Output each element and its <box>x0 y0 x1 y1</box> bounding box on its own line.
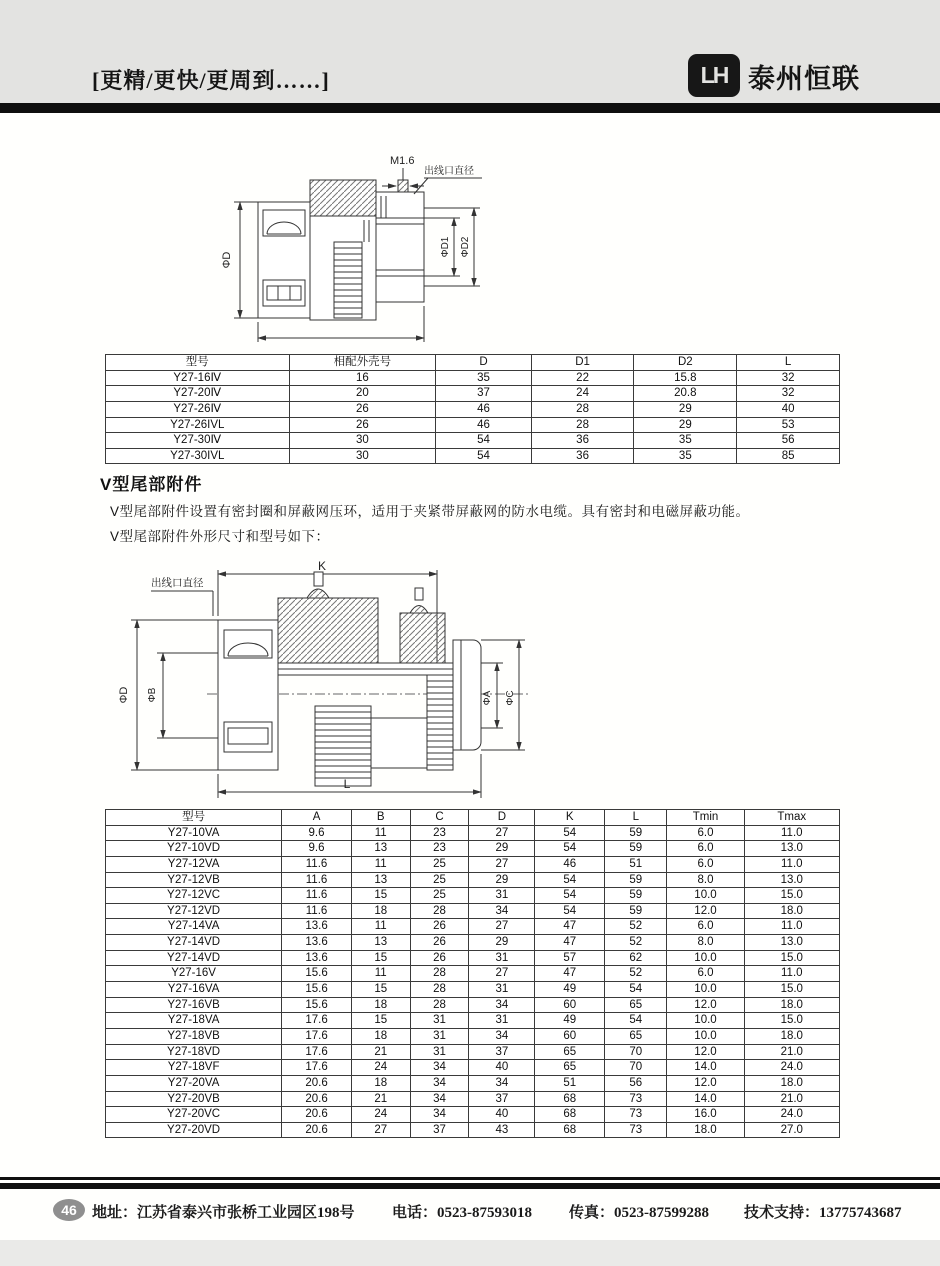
table-cell: 37 <box>469 1091 535 1107</box>
table-cell: 15.6 <box>282 966 352 982</box>
column-header: K <box>535 810 605 826</box>
table-cell: 52 <box>605 966 667 982</box>
table-cell: Y27-30IVL <box>106 448 290 464</box>
table-cell: 85 <box>737 448 840 464</box>
table-cell: 11.0 <box>744 966 839 982</box>
table-cell: 54 <box>436 433 531 449</box>
table-row <box>106 935 840 951</box>
table-cell: Y27-20VA <box>106 1075 282 1091</box>
table-cell: 34 <box>410 1075 469 1091</box>
table-cell: 24.0 <box>744 1060 839 1076</box>
table-cell: 30 <box>289 448 436 464</box>
table-row <box>106 1075 840 1091</box>
table-cell: Y27-12VA <box>106 856 282 872</box>
fig1-thread-label: M1.6 <box>390 155 415 167</box>
table-cell: 23 <box>410 825 469 841</box>
table-cell: 12.0 <box>667 1044 744 1060</box>
table-cell: 34 <box>469 997 535 1013</box>
page-header <box>0 0 940 103</box>
table2-header-row <box>106 810 840 826</box>
table-cell: 15 <box>351 1013 410 1029</box>
table-cell: 18.0 <box>744 1075 839 1091</box>
table-cell: 34 <box>410 1091 469 1107</box>
table-cell: Y27-10VA <box>106 825 282 841</box>
table-row <box>106 417 840 433</box>
table-cell: 54 <box>605 982 667 998</box>
table-cell: 31 <box>469 1013 535 1029</box>
table-cell: 57 <box>535 950 605 966</box>
table-cell: Y27-18VF <box>106 1060 282 1076</box>
column-header: D2 <box>634 355 737 371</box>
table-cell: 28 <box>410 903 469 919</box>
table-cell: 15.0 <box>744 950 839 966</box>
table-cell: 18 <box>351 1075 410 1091</box>
table-row <box>106 1060 840 1076</box>
table-cell: 11.6 <box>282 872 352 888</box>
table-cell: 31 <box>469 888 535 904</box>
table-cell: 31 <box>469 950 535 966</box>
table-cell: 20 <box>289 386 436 402</box>
table-cell: 9.6 <box>282 841 352 857</box>
table-cell: 6.0 <box>667 825 744 841</box>
table-cell: 51 <box>535 1075 605 1091</box>
table-cell: Y27-16Ⅳ <box>106 370 290 386</box>
fig2-a-label: ΦA <box>482 690 493 706</box>
table-cell: 12.0 <box>667 1075 744 1091</box>
table-cell: 35 <box>436 370 531 386</box>
section-title: V型尾部附件 <box>100 475 203 494</box>
table-cell: 6.0 <box>667 966 744 982</box>
table-cell: Y27-20VB <box>106 1091 282 1107</box>
table-cell: 54 <box>535 825 605 841</box>
table-cell: 11 <box>351 856 410 872</box>
table-cell: 11.6 <box>282 856 352 872</box>
table-cell: 10.0 <box>667 950 744 966</box>
table-cell: Y27-16VB <box>106 997 282 1013</box>
table-cell: 15.0 <box>744 1013 839 1029</box>
table-cell: 25 <box>410 856 469 872</box>
table-cell: 34 <box>469 1075 535 1091</box>
column-header: Tmin <box>667 810 744 826</box>
table-cell: 6.0 <box>667 856 744 872</box>
table-cell: 31 <box>410 1028 469 1044</box>
table-row <box>106 1122 840 1138</box>
table-cell: 47 <box>535 919 605 935</box>
logo-text: LH <box>700 62 728 88</box>
table-row <box>106 433 840 449</box>
table-cell: 52 <box>605 935 667 951</box>
table-cell: 65 <box>605 997 667 1013</box>
table-cell: 54 <box>605 1013 667 1029</box>
table-cell: 59 <box>605 872 667 888</box>
table-cell: 59 <box>605 888 667 904</box>
table-cell: 21 <box>351 1044 410 1060</box>
table-cell: Y27-12VD <box>106 903 282 919</box>
table-cell: 28 <box>410 982 469 998</box>
table-cell: Y27-16V <box>106 966 282 982</box>
table-row <box>106 825 840 841</box>
table-row <box>106 903 840 919</box>
table-cell: Y27-18VD <box>106 1044 282 1060</box>
table-cell: 11.6 <box>282 903 352 919</box>
table-cell: 13.0 <box>744 841 839 857</box>
table-cell: 47 <box>535 966 605 982</box>
table-cell: 32 <box>737 370 840 386</box>
table-cell: 70 <box>605 1044 667 1060</box>
table-row <box>106 997 840 1013</box>
table-cell: 22 <box>531 370 634 386</box>
table-cell: 40 <box>469 1107 535 1123</box>
table-cell: 18.0 <box>667 1122 744 1138</box>
table-cell: 29 <box>634 401 737 417</box>
header-divider-bar <box>0 103 940 113</box>
table-cell: 56 <box>605 1075 667 1091</box>
column-header: L <box>605 810 667 826</box>
table-cell: 60 <box>535 997 605 1013</box>
table-cell: 60 <box>535 1028 605 1044</box>
table-cell: 26 <box>289 417 436 433</box>
fig2-b-label: ΦB <box>147 687 158 703</box>
table-cell: 11.0 <box>744 856 839 872</box>
table-cell: 11.6 <box>282 888 352 904</box>
table-cell: 18 <box>351 997 410 1013</box>
table-cell: 18.0 <box>744 1028 839 1044</box>
table-cell: 46 <box>436 417 531 433</box>
table-cell: 49 <box>535 982 605 998</box>
table-cell: 40 <box>469 1060 535 1076</box>
table-cell: 73 <box>605 1122 667 1138</box>
fig2-l-label: L <box>343 777 351 791</box>
table-cell: 8.0 <box>667 872 744 888</box>
table-cell: 27 <box>469 856 535 872</box>
table-cell: 10.0 <box>667 1013 744 1029</box>
table-cell: 13.6 <box>282 935 352 951</box>
table-cell: 65 <box>605 1028 667 1044</box>
table-cell: 54 <box>535 903 605 919</box>
footer-divider-thin <box>0 1177 940 1180</box>
table-cell: 31 <box>469 982 535 998</box>
table-cell: 17.6 <box>282 1013 352 1029</box>
table-cell: 54 <box>535 841 605 857</box>
table-row <box>106 448 840 464</box>
table-cell: 15 <box>351 982 410 998</box>
table-cell: 28 <box>410 997 469 1013</box>
table-cell: 28 <box>531 417 634 433</box>
table-cell: 12.0 <box>667 997 744 1013</box>
table-row <box>106 1028 840 1044</box>
table-cell: 37 <box>469 1044 535 1060</box>
table-cell: 15 <box>351 950 410 966</box>
table-cell: 21 <box>351 1091 410 1107</box>
table-cell: 26 <box>289 401 436 417</box>
table-cell: 17.6 <box>282 1044 352 1060</box>
table-cell: 24 <box>351 1060 410 1076</box>
table-cell: Y27-12VB <box>106 872 282 888</box>
table-cell: 54 <box>535 872 605 888</box>
table-cell: Y27-14VD <box>106 950 282 966</box>
table-cell: 34 <box>410 1060 469 1076</box>
table-cell: 68 <box>535 1122 605 1138</box>
table-cell: 36 <box>531 433 634 449</box>
table-cell: Y27-20Ⅳ <box>106 386 290 402</box>
table-cell: 28 <box>531 401 634 417</box>
table-cell: 32 <box>737 386 840 402</box>
table-cell: 73 <box>605 1107 667 1123</box>
table-cell: Y27-26IVL <box>106 417 290 433</box>
page-footer <box>0 1198 940 1224</box>
footer-address: 地址：江苏省泰兴市张桥工业园区198号 <box>92 1205 355 1221</box>
column-header: C <box>410 810 469 826</box>
table-cell: 12.0 <box>667 903 744 919</box>
table-cell: 14.0 <box>667 1060 744 1076</box>
table-cell: 27 <box>469 919 535 935</box>
footer-divider-thick <box>0 1183 940 1189</box>
table-cell: 20.6 <box>282 1091 352 1107</box>
table-row <box>106 919 840 935</box>
table-cell: 56 <box>737 433 840 449</box>
column-header: D <box>469 810 535 826</box>
table-cell: 70 <box>605 1060 667 1076</box>
table1-header-row <box>106 355 840 371</box>
fig1-outlet-label: 出线口直径 <box>424 166 474 177</box>
column-header: 型号 <box>106 810 282 826</box>
table-cell: 14.0 <box>667 1091 744 1107</box>
table-cell: 16.0 <box>667 1107 744 1123</box>
header-slogan: [更精/更快/更周到……] <box>92 68 330 93</box>
table-cell: 9.6 <box>282 825 352 841</box>
company-logo-icon <box>688 54 740 97</box>
table-cell: 13.6 <box>282 919 352 935</box>
table-cell: Y27-16VA <box>106 982 282 998</box>
table-cell: 15 <box>351 888 410 904</box>
table-cell: 18 <box>351 1028 410 1044</box>
table-cell: 24 <box>351 1107 410 1123</box>
table-cell: 6.0 <box>667 841 744 857</box>
table-cell: 29 <box>469 841 535 857</box>
table-cell: 26 <box>410 919 469 935</box>
table-cell: 34 <box>469 1028 535 1044</box>
footer-fax: 传真：0523-87599288 <box>569 1205 709 1221</box>
fig1-d-label: ΦD <box>221 251 233 269</box>
fig1-d2-label: ΦD2 <box>460 236 471 258</box>
table-cell: 13.0 <box>744 872 839 888</box>
table-cell: 24.0 <box>744 1107 839 1123</box>
table-cell: 35 <box>634 448 737 464</box>
table-cell: 10.0 <box>667 888 744 904</box>
table-cell: 68 <box>535 1091 605 1107</box>
table-row <box>106 1013 840 1029</box>
table-cell: 11.0 <box>744 919 839 935</box>
table-cell: 29 <box>469 935 535 951</box>
table-cell: 46 <box>535 856 605 872</box>
fig2-outlet-label: 出线口直径 <box>151 577 204 589</box>
table-cell: 68 <box>535 1107 605 1123</box>
table-cell: 59 <box>605 825 667 841</box>
table-cell: 13 <box>351 872 410 888</box>
table-cell: 8.0 <box>667 935 744 951</box>
table-cell: 27.0 <box>744 1122 839 1138</box>
table-cell: 65 <box>535 1044 605 1060</box>
table-cell: 49 <box>535 1013 605 1029</box>
table-cell: 20.6 <box>282 1075 352 1091</box>
table-cell: 20.8 <box>634 386 737 402</box>
table-cell: 20.6 <box>282 1122 352 1138</box>
table-cell: 13.6 <box>282 950 352 966</box>
table-cell: 54 <box>535 888 605 904</box>
table-row <box>106 982 840 998</box>
column-header: L <box>737 355 840 371</box>
table-cell: 15.0 <box>744 888 839 904</box>
table-row <box>106 966 840 982</box>
table-cell: 15.6 <box>282 997 352 1013</box>
page-number-badge: 46 <box>53 1199 85 1221</box>
table-row <box>106 1091 840 1107</box>
table-row <box>106 370 840 386</box>
table-cell: Y27-14VA <box>106 919 282 935</box>
footer-support: 技术支持：13775743687 <box>744 1205 902 1221</box>
fig2-c-label: ΦC <box>505 690 516 706</box>
table-cell: 16 <box>289 370 436 386</box>
table-cell: 25 <box>410 872 469 888</box>
section-paragraph-2: V型尾部附件外形尺寸和型号如下： <box>110 529 330 544</box>
table-row <box>106 872 840 888</box>
table-cell: Y27-26Ⅳ <box>106 401 290 417</box>
table-cell: 59 <box>605 841 667 857</box>
table-row <box>106 888 840 904</box>
column-header: D1 <box>531 355 634 371</box>
dimension-table-iv <box>105 354 840 464</box>
table-cell: 13.0 <box>744 935 839 951</box>
table-row <box>106 1107 840 1123</box>
table-cell: 21.0 <box>744 1091 839 1107</box>
fig2-d-label: ΦD <box>118 686 130 704</box>
table-cell: Y27-12VC <box>106 888 282 904</box>
table-cell: 53 <box>737 417 840 433</box>
fig1-d1-label: ΦD1 <box>440 236 451 258</box>
column-header: 型号 <box>106 355 290 371</box>
table-cell: 51 <box>605 856 667 872</box>
table-cell: 23 <box>410 841 469 857</box>
column-header: D <box>436 355 531 371</box>
table-cell: 62 <box>605 950 667 966</box>
table-cell: Y27-20VC <box>106 1107 282 1123</box>
table-cell: 43 <box>469 1122 535 1138</box>
table-cell: 73 <box>605 1091 667 1107</box>
table-row <box>106 950 840 966</box>
table-cell: 15.0 <box>744 982 839 998</box>
table-cell: 31 <box>410 1013 469 1029</box>
table-cell: 27 <box>351 1122 410 1138</box>
table-cell: 59 <box>605 903 667 919</box>
table-cell: 18 <box>351 903 410 919</box>
table-cell: 11 <box>351 825 410 841</box>
table-row <box>106 386 840 402</box>
table-cell: 11 <box>351 966 410 982</box>
table-cell: 26 <box>410 950 469 966</box>
table-cell: 26 <box>410 935 469 951</box>
table-cell: 18.0 <box>744 903 839 919</box>
table-row <box>106 401 840 417</box>
table-cell: 31 <box>410 1044 469 1060</box>
table-cell: 20.6 <box>282 1107 352 1123</box>
figure-connector-section-1 <box>218 150 488 355</box>
table-cell: 46 <box>436 401 531 417</box>
table-cell: 30 <box>289 433 436 449</box>
table-cell: 40 <box>737 401 840 417</box>
table-cell: 18.0 <box>744 997 839 1013</box>
table-cell: 54 <box>436 448 531 464</box>
company-name: 泰州恒联 <box>748 64 860 94</box>
table-cell: 27 <box>469 825 535 841</box>
table-cell: 35 <box>634 433 737 449</box>
table-cell: 36 <box>531 448 634 464</box>
table-cell: 17.6 <box>282 1060 352 1076</box>
table-cell: 47 <box>535 935 605 951</box>
table-cell: Y27-20VD <box>106 1122 282 1138</box>
table-cell: 52 <box>605 919 667 935</box>
table-cell: 11 <box>351 919 410 935</box>
table-cell: Y27-18VB <box>106 1028 282 1044</box>
table-cell: 21.0 <box>744 1044 839 1060</box>
table-cell: 24 <box>531 386 634 402</box>
table-cell: 34 <box>469 903 535 919</box>
table-cell: 13 <box>351 841 410 857</box>
column-header: 相配外壳号 <box>289 355 436 371</box>
table-cell: 13 <box>351 935 410 951</box>
section-paragraph-1: V型尾部附件设置有密封圈和屏蔽网压环，适用于夹紧带屏蔽网的防水电缆。具有密封和电磁屏蔽功能。 <box>110 504 750 519</box>
table-cell: 10.0 <box>667 982 744 998</box>
table-cell: 29 <box>469 872 535 888</box>
table-row <box>106 841 840 857</box>
table-cell: 17.6 <box>282 1028 352 1044</box>
table-cell: 37 <box>410 1122 469 1138</box>
table-cell: 6.0 <box>667 919 744 935</box>
table-cell: 29 <box>634 417 737 433</box>
dimension-table-v <box>105 809 840 1138</box>
table-cell: 10.0 <box>667 1028 744 1044</box>
table-cell: 15.6 <box>282 982 352 998</box>
table-cell: Y27-10VD <box>106 841 282 857</box>
table-cell: 11.0 <box>744 825 839 841</box>
table-cell: 37 <box>436 386 531 402</box>
column-header: A <box>282 810 352 826</box>
table-cell: Y27-30Ⅳ <box>106 433 290 449</box>
fig2-k-label: K <box>317 559 327 573</box>
column-header: Tmax <box>744 810 839 826</box>
table-cell: Y27-14VD <box>106 935 282 951</box>
table-row <box>106 856 840 872</box>
footer-phone: 电话：0523-87593018 <box>392 1205 532 1221</box>
column-header: B <box>351 810 410 826</box>
figure-connector-section-2 <box>115 558 540 806</box>
table-cell: 34 <box>410 1107 469 1123</box>
table-cell: 27 <box>469 966 535 982</box>
table-cell: 15.8 <box>634 370 737 386</box>
bottom-margin-strip <box>0 1240 940 1266</box>
table-row <box>106 1044 840 1060</box>
table-cell: 25 <box>410 888 469 904</box>
table-cell: 28 <box>410 966 469 982</box>
table-cell: 65 <box>535 1060 605 1076</box>
table-cell: Y27-18VA <box>106 1013 282 1029</box>
